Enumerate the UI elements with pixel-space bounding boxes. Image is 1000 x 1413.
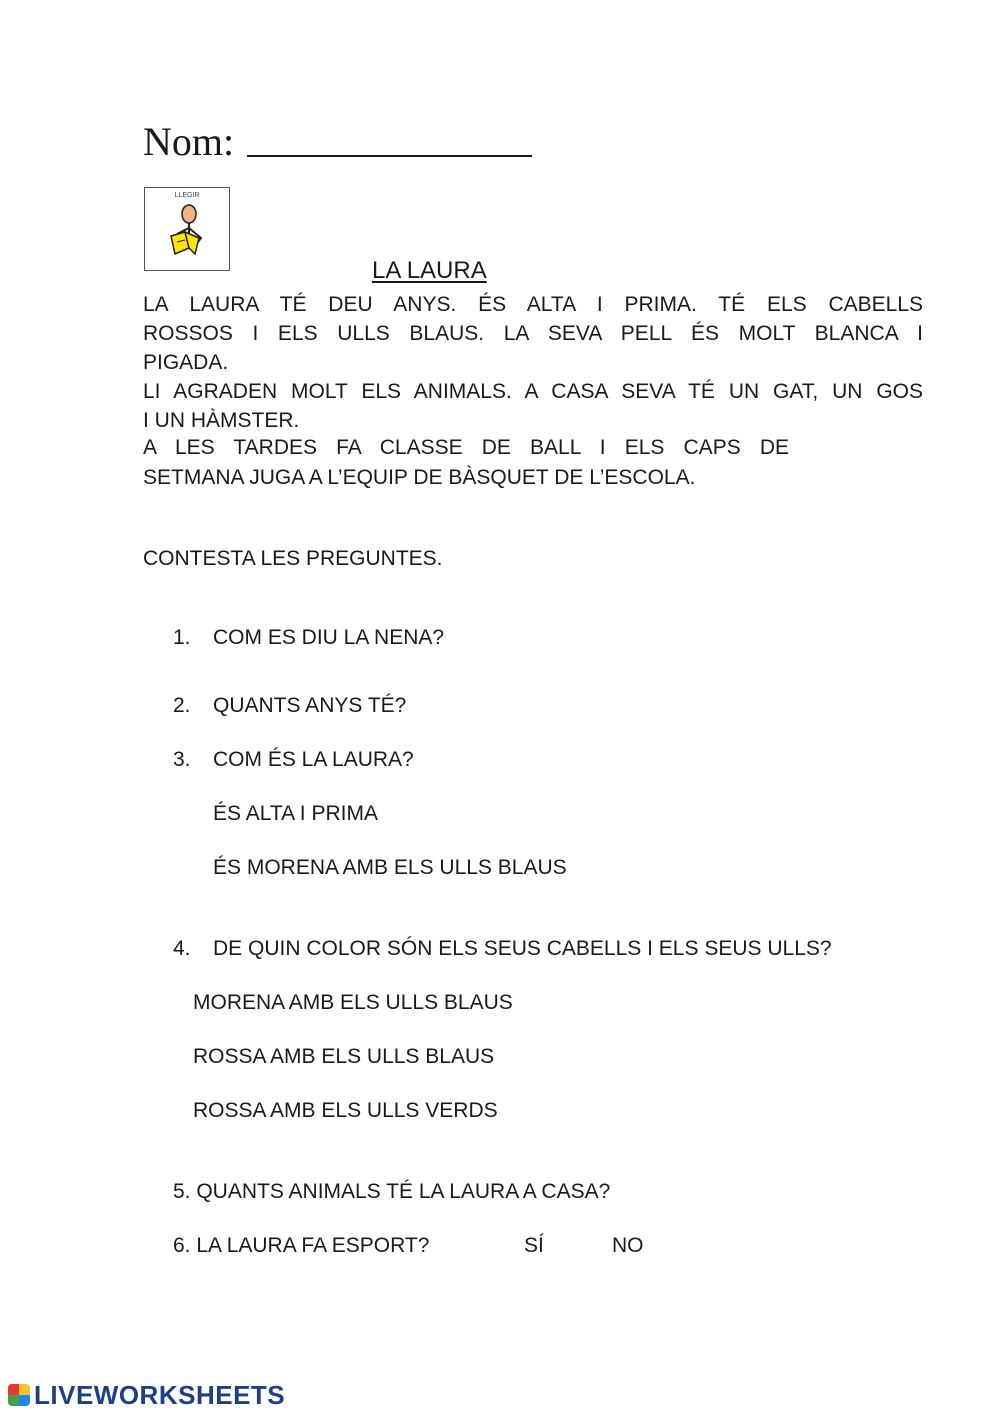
question-number: 1.	[173, 626, 191, 649]
liveworksheets-badge-icon	[8, 1384, 30, 1406]
answer-option[interactable]: ROSSA AMB ELS ULLS VERDS	[193, 1099, 498, 1122]
name-answer-line[interactable]	[247, 155, 532, 157]
answer-option[interactable]: ÉS ALTA I PRIMA	[213, 802, 378, 825]
question-2: QUANTS ANYS TÉ?	[213, 694, 407, 717]
story-line: I UN HÀMSTER.	[143, 409, 300, 432]
name-label: Nom:	[143, 119, 235, 164]
reading-pictogram	[144, 187, 230, 271]
liveworksheets-logo	[8, 1379, 285, 1411]
story-line: SETMANA JUGA A L’EQUIP DE BÀSQUET DE L’ESCOLA.	[143, 466, 696, 489]
answer-option[interactable]: MORENA AMB ELS ULLS BLAUS	[193, 991, 513, 1014]
question-3: COM ÉS LA LAURA?	[213, 748, 414, 771]
story-line: ROSSOS I ELS ULLS BLAUS. LA SEVA PELL ÉS MOLT BLANCA I	[143, 322, 923, 345]
question-number: 4.	[173, 937, 191, 960]
story-line: PIGADA.	[143, 351, 229, 374]
answer-option[interactable]: ÉS MORENA AMB ELS ULLS BLAUS	[213, 856, 567, 879]
yes-option[interactable]: SÍ	[524, 1234, 544, 1257]
question-number: 2.	[173, 694, 191, 717]
story-line	[143, 434, 789, 462]
instructions: CONTESTA LES PREGUNTES.	[143, 547, 443, 570]
story-title: LA LAURA	[372, 257, 487, 284]
pictogram-caption: LLEGIR	[174, 192, 200, 199]
question-5: 5. QUANTS ANIMALS TÉ LA LAURA A CASA?	[173, 1180, 611, 1203]
reading-person-icon	[165, 202, 211, 264]
story-paragraph	[143, 290, 923, 435]
no-option[interactable]: NO	[612, 1234, 644, 1257]
question-6: 6. LA LAURA FA ESPORT?	[173, 1234, 430, 1257]
question-1: COM ES DIU LA NENA?	[213, 626, 445, 649]
question-4: DE QUIN COLOR SÓN ELS SEUS CABELLS I ELS SEUS ULLS?	[213, 937, 832, 960]
story-line: LA LAURA TÉ DEU ANYS. ÉS ALTA I PRIMA. TÉ ELS CABELLS	[143, 293, 923, 316]
story-line-text: A LES TARDES FA CLASSE DE BALL I ELS CAPS DE	[143, 436, 789, 459]
story-line: LI AGRADEN MOLT ELS ANIMALS. A CASA SEVA TÉ UN GAT, UN GOS	[143, 380, 923, 403]
brand-name: LIVEWORKSHEETS	[34, 1379, 286, 1410]
answer-option[interactable]: ROSSA AMB ELS ULLS BLAUS	[193, 1045, 495, 1068]
question-number: 3.	[173, 748, 191, 771]
